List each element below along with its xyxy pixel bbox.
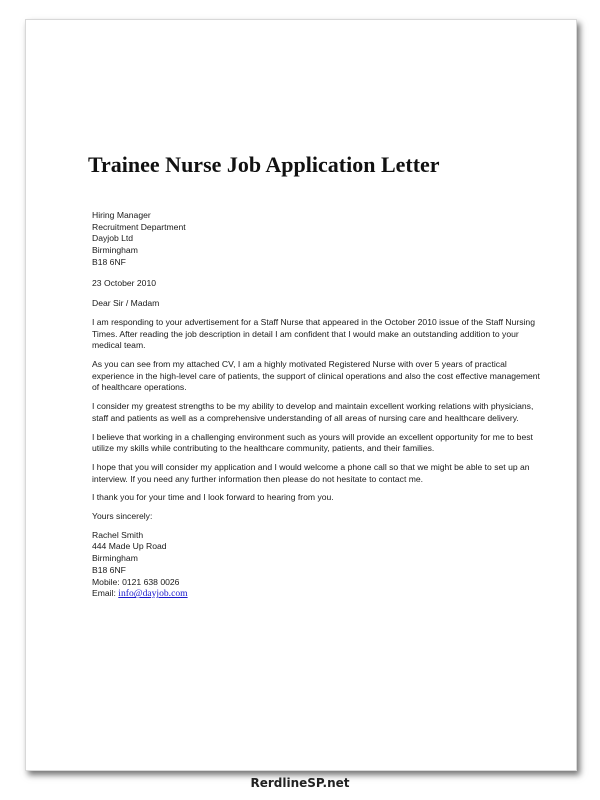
sender-postcode: B18 6NF	[92, 564, 126, 575]
recipient-line: Hiring Manager	[92, 210, 151, 220]
letter-body	[92, 210, 547, 600]
closing: Yours sincerely:	[92, 511, 153, 522]
recipient-line: B18 6NF	[92, 256, 126, 267]
letter-date: 23 October 2010	[92, 277, 157, 288]
sender-mobile: Mobile: 0121 638 0026	[92, 576, 180, 587]
recipient-line: Recruitment Department	[92, 221, 186, 232]
email-link[interactable]: info@dayjob.com	[118, 588, 188, 600]
body-paragraph: I thank you for your time and I look forward to hearing from you.	[92, 492, 334, 503]
recipient-line: Birmingham	[92, 245, 138, 256]
body-paragraph: I am responding to your advertisement for a Staff Nurse that appeared in the October 2010 issue of the Staff Nursing Times. After reading the job description in detail I am confident that I would make an outstanding addition to your medical team.	[92, 316, 535, 351]
body-paragraph: I consider my greatest strengths to be my ability to develop and maintain excellent working relations with physicians, staff and patients as well as a comprehensive understanding of all areas of nursing care and healthcare delivery.	[92, 401, 534, 423]
sender-block	[92, 530, 547, 600]
letter-title: Trainee Nurse Job Application Letter	[88, 152, 440, 177]
recipient-address	[92, 210, 547, 269]
salutation: Dear Sir / Madam	[92, 298, 160, 309]
watermark: RerdlineSP.net	[250, 776, 350, 790]
email-label: Email:	[92, 588, 116, 599]
body-paragraph: I believe that working in a challenging environment such as yours will provide an excellent opportunity for me to best utilize my skills while contributing to the healthcare community, patients, and their families.	[92, 431, 533, 454]
sender-name: Rachel Smith	[92, 529, 144, 540]
sender-email-row	[92, 588, 547, 600]
sender-address: Birmingham	[92, 553, 138, 564]
body-paragraph: I hope that you will consider my application and I would welcome a phone call so that we might be able to set up an interview. If you need any further information then please do not hesitate to contact me.	[92, 461, 530, 484]
recipient-line: Dayjob Ltd	[92, 233, 134, 244]
sender-address: 444 Made Up Road	[92, 541, 167, 552]
letter-page	[25, 19, 577, 771]
body-paragraph: As you can see from my attached CV, I am a highly motivated Registered Nurse with over 5 years of practical experience in the high-level care of patients, the support of clinical operations and also the cost effective management of healthcare operations.	[92, 359, 540, 393]
